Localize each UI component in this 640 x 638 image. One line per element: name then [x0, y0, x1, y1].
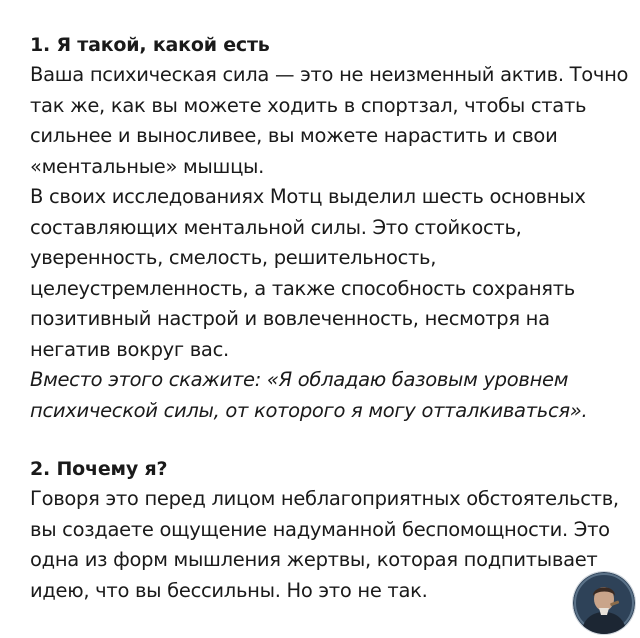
paragraph: Говоря это перед лицом неблагоприятных обстоятельств, вы создаете ощущение надуманной беспомощности. Это одна из форм мышления жертвы, которая подпитывает идею, что вы бессильны. Но это не так. [30, 487, 619, 602]
section-heading: 1. Я такой, какой есть [30, 34, 270, 56]
section-2 [30, 454, 630, 606]
paragraph: В своих исследованиях Мотц выделил шесть основных составляющих ментальной силы. Это стойкость, уверенность, смелость, решительность, целеустремленность, а также способность сохранять позитивный настрой и вовлеченность, несмотря на негатив вокруг вас. [30, 185, 586, 361]
avatar[interactable] [573, 572, 635, 634]
portrait-icon [573, 572, 635, 634]
section-heading: 2. Почему я? [30, 458, 168, 480]
article-body [30, 30, 630, 606]
italic-quote: Вместо этого скажите: «Я обладаю базовым уровнем психической силы, от которого я могу отталкиваться». [30, 368, 588, 422]
paragraph: Ваша психическая сила — это не неизменный актив. Точно так же, как вы можете ходить в спортзал, чтобы стать сильнее и выносливее, вы можете нарастить и свои «ментальные» мышцы. [30, 63, 629, 178]
section-spacer [30, 426, 630, 454]
section-1 [30, 30, 630, 426]
